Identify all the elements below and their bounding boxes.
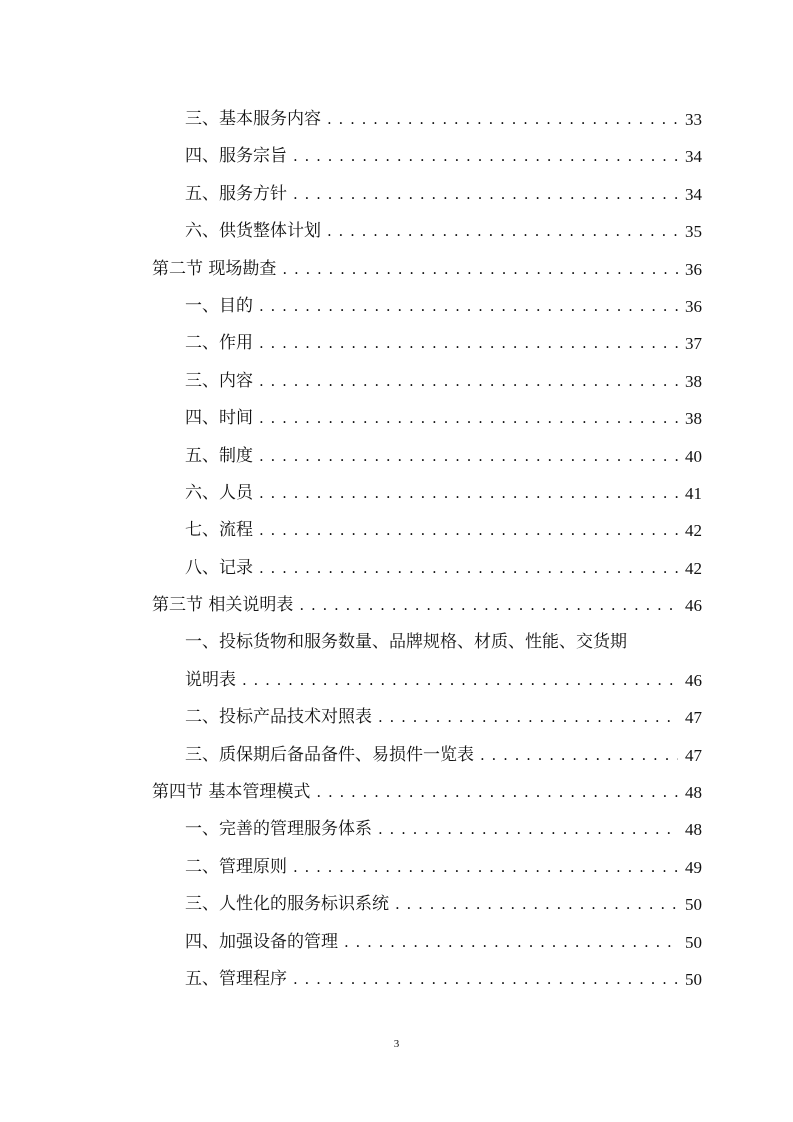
dot-leader [259,438,678,475]
dot-leader [299,587,678,624]
toc-section-entry[interactable] [152,774,702,811]
toc-entry-page: 47 [685,745,702,765]
toc-entry[interactable] [152,811,702,848]
toc-entry-title: 六、供货整体计划 [185,221,321,242]
toc-entry-page: 47 [685,708,702,728]
dot-leader [395,886,678,923]
toc-entry-title: 说明表 [185,669,236,690]
toc-entry-page: 34 [685,184,702,204]
dot-leader [327,213,678,250]
toc-entry-title: 四、加强设备的管理 [185,931,338,952]
toc-entry-page: 42 [685,558,702,578]
dot-leader [293,176,678,213]
dot-leader [378,811,678,848]
toc-entry-title: 三、人性化的服务标识系统 [185,894,389,915]
toc-entry-page: 46 [685,596,702,616]
dot-leader [316,774,678,811]
toc-entry-page: 40 [685,446,702,466]
dot-leader [259,288,678,325]
toc-entry-page: 37 [685,334,702,354]
toc-entry-page: 38 [685,371,702,391]
toc-entry[interactable] [152,924,702,961]
toc-entry-page: 35 [685,222,702,242]
toc-entry[interactable] [152,550,702,587]
toc-entry-page: 38 [685,409,702,429]
dot-leader [259,400,678,437]
dot-leader [344,924,678,961]
toc-entry-title: 二、投标产品技术对照表 [185,707,372,728]
table-of-contents [152,101,702,998]
toc-entry[interactable] [152,176,702,213]
toc-entry-title: 五、管理程序 [185,968,287,989]
dot-leader [378,699,678,736]
toc-entry[interactable] [152,438,702,475]
dot-leader [259,512,678,549]
toc-entry[interactable] [152,512,702,549]
toc-entry-title: 五、服务方针 [185,183,287,204]
toc-entry-title: 四、时间 [185,408,253,429]
toc-entry-title: 一、目的 [185,295,253,316]
page-number: 3 [393,1038,400,1050]
toc-entry[interactable] [152,699,702,736]
toc-section-entry[interactable] [152,251,702,288]
toc-entry-title: 第四节 基本管理模式 [152,782,311,803]
toc-entry-title: 二、作用 [185,333,253,354]
toc-entry-page: 48 [685,820,702,840]
toc-entry-page: 48 [685,783,702,803]
toc-entry-page: 34 [685,147,702,167]
toc-entry[interactable] [152,325,702,362]
toc-entry[interactable] [152,737,702,774]
dot-leader [259,363,678,400]
toc-entry[interactable] [152,849,702,886]
dot-leader [293,961,678,998]
toc-entry[interactable] [152,961,702,998]
toc-entry-page: 50 [685,969,702,989]
toc-entry-page: 36 [685,296,702,316]
dot-leader [242,662,678,699]
toc-entry-wrapped-line[interactable] [152,624,702,661]
toc-entry-page: 50 [685,895,702,915]
toc-entry-title: 五、制度 [185,445,253,466]
toc-entry[interactable] [152,886,702,923]
toc-entry-title: 第三节 相关说明表 [152,595,294,616]
toc-entry-page: 49 [685,857,702,877]
toc-entry[interactable] [152,363,702,400]
toc-entry-page: 42 [685,521,702,541]
toc-entry-page: 33 [685,110,702,129]
toc-entry-title: 三、质保期后备品备件、易损件一览表 [185,744,474,765]
toc-entry-title: 二、管理原则 [185,856,287,877]
dot-leader [293,138,678,175]
toc-entry-title: 三、内容 [185,370,253,391]
toc-entry[interactable] [152,662,702,699]
toc-entry-page: 41 [685,483,702,503]
toc-entry[interactable] [152,101,702,138]
toc-entry-page: 36 [685,259,702,279]
dot-leader [327,101,678,138]
toc-entry-title: 八、记录 [185,557,253,578]
toc-entry-page: 50 [685,932,702,952]
toc-entry-title: 一、完善的管理服务体系 [185,819,372,840]
toc-entry-title: 三、基本服务内容 [185,109,321,129]
toc-entry-title: 六、人员 [185,482,253,503]
toc-entry-title: 一、投标货物和服务数量、品牌规格、材质、性能、交货期 [185,632,627,653]
toc-entry-title: 第二节 现场勘查 [152,258,277,279]
dot-leader [259,550,678,587]
dot-leader [282,251,678,288]
dot-leader [259,475,678,512]
dot-leader [293,849,678,886]
dot-leader [480,737,678,774]
toc-entry-title: 七、流程 [185,520,253,541]
toc-entry[interactable] [152,213,702,250]
toc-entry[interactable] [152,288,702,325]
toc-entry-title: 四、服务宗旨 [185,146,287,167]
toc-entry[interactable] [152,475,702,512]
toc-section-entry[interactable] [152,587,702,624]
toc-entry-page: 46 [685,670,702,690]
dot-leader [259,325,678,362]
toc-entry[interactable] [152,400,702,437]
toc-entry[interactable] [152,138,702,175]
